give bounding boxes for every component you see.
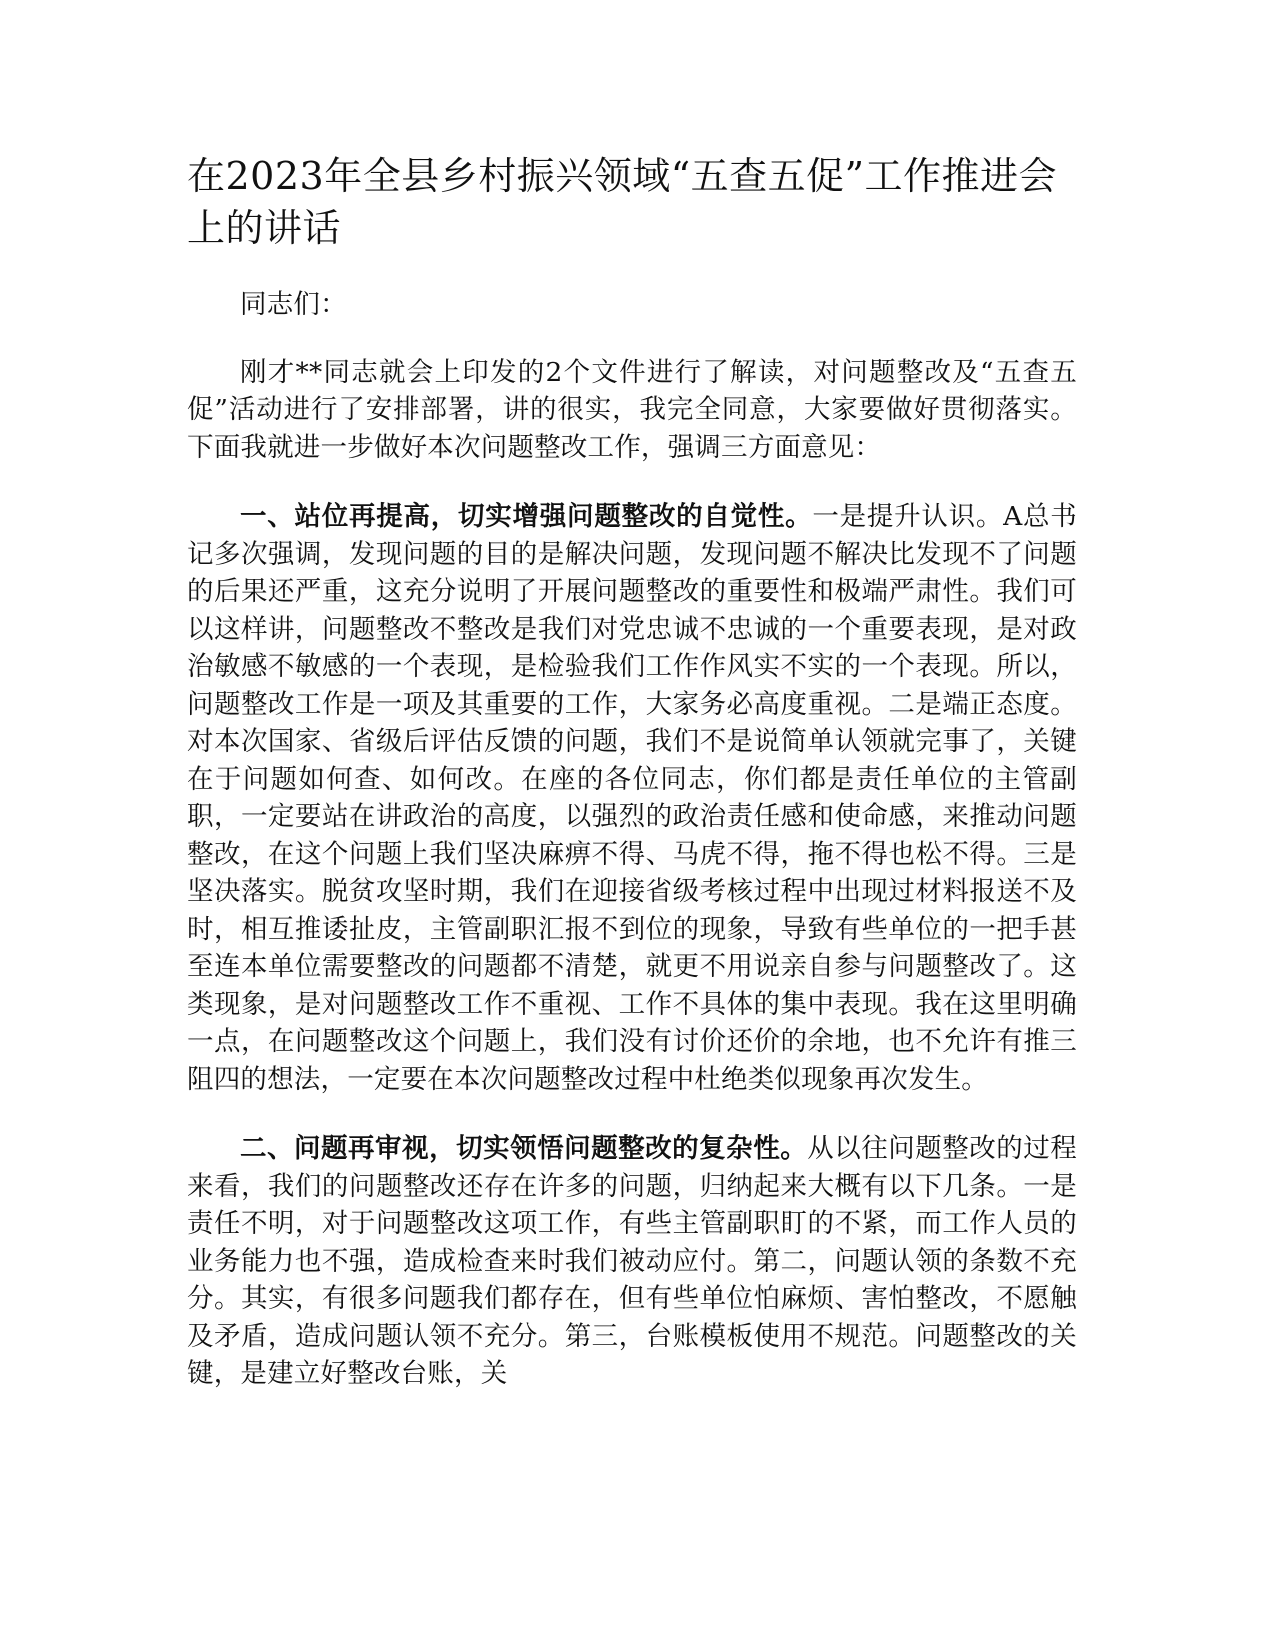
section-1-text: 一是提升认识。A总书记多次强调，发现问题的目的是解决问题，发现问题不解决比发现不了问题的后果还严重，这充分说明了开展问题整改的重要性和极端严肃性。我们可以这样讲，问题整改不整改是我们对党忠诚不忠诚的一个重要表现，是对政治敏感不敏感的一个表现，是检验我们工作作风实不实的一个表现。所以，问题整改工作是一项及其重要的工作，大家务必高度重视。二是端正态度。对本次国家、省级后评估反馈的问题，我们不是说简单认领就完事了，关键在于问题如何查、如何改。在座的各位同志，你们都是责任单位的主管副职，一定要站在讲政治的高度，以强烈的政治责任感和使命感，来推动问题整改，在这个问题上我们坚决麻痹不得、马虎不得，拖不得也松不得。三是坚决落实。脱贫攻坚时期，我们在迎接省级考核过程中出现过材料报送不及时，相互推诿扯皮，主管副职汇报不到位的现象，导致有些单位的一把手甚至连本单位需要整改的问题都不清楚，就更不用说亲自参与问题整改了。这类现象，是对问题整改工作不重视、工作不具体的集中表现。我在这里明确一点，在问题整改这个问题上，我们没有讨价还价的余地，也不允许有推三阻四的想法，一定要在本次问题整改过程中杜绝类似现象再次发生。 — [187, 501, 1077, 1095]
paragraph-intro-text: 刚才**同志就会上印发的2个文件进行了解读，对问题整改及“五查五促”活动进行了安排部署，讲的很实，我完全同意，大家要做好贯彻落实。下面我就进一步做好本次问题整改工作，强调三方面意见： — [187, 356, 1077, 463]
section-2-text: 从以往问题整改的过程来看，我们的问题整改还存在许多的问题，归纳起来大概有以下几条。一是责任不明，对于问题整改这项工作，有些主管副职盯的不紧，而工作人员的业务能力也不强，造成检查来时我们被动应付。第二，问题认领的条数不充分。其实，有很多问题我们都存在，但有些单位怕麻烦、害怕整改，不愿触及矛盾，造成问题认领不充分。第三，台账模板使用不规范。问题整改的关键，是建立好整改台账，关 — [187, 1133, 1078, 1389]
paragraph-intro — [187, 354, 1077, 467]
salutation: 同志们： — [240, 289, 347, 320]
paragraph-section-2 — [187, 1130, 1077, 1393]
section-1-heading: 一、站位再提高，切实增强问题整改的自觉性。 — [240, 501, 813, 532]
paragraph-section-1 — [187, 498, 1077, 1098]
section-2-heading: 二、问题再审视，切实领悟问题整改的复杂性。 — [240, 1133, 808, 1164]
document-title: 在2023年全县乡村振兴领域“五查五促”工作推进会上的讲话 — [187, 154, 1058, 250]
document-body — [187, 150, 1077, 1393]
